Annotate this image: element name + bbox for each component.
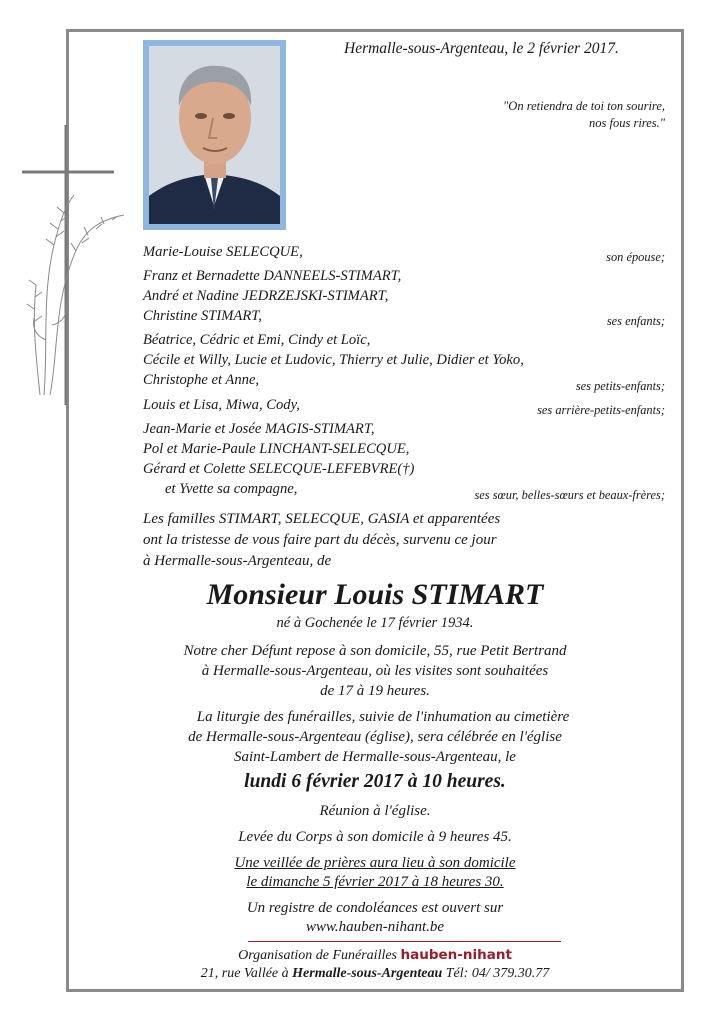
relation-label: ses sœur, belles-sœurs et beaux-frères; — [474, 488, 665, 502]
family-line: Gérard et Colette SELECQUE-LEFEBVRE(†) — [143, 461, 415, 477]
quote-line-2: nos fous rires." — [589, 116, 665, 130]
address-prefix: 21, rue Vallée à — [200, 966, 289, 981]
birth-info: né à Gochenée le 17 février 1934. — [276, 615, 474, 631]
family-line: Cécile et Willy, Lucie et Ludovic, Thierry et Julie, Didier et Yoko, — [143, 352, 524, 368]
organisation-line — [66, 947, 684, 964]
family-line: Franz et Bernadette DANNEELS-STIMART, — [143, 268, 402, 284]
relation-label: ses petits-enfants; — [575, 379, 665, 393]
brand-logo: hauben-nihant — [400, 947, 512, 963]
liturgy-line: de Hermalle-sous-Argenteau (église), sera célébrée en l'église — [188, 729, 562, 745]
footer-divider — [248, 941, 561, 942]
liturgy-line: La liturgie des funérailles, suivie de l'inhumation au cimetière — [196, 709, 570, 725]
intro-line: ont la tristesse de vous faire part du décès, survenu ce jour — [143, 532, 497, 548]
address-city: Hermalle-sous-Argenteau — [292, 966, 443, 981]
vigil-line: Une veillée de prières aura lieu à son domicile — [234, 855, 516, 871]
intro-line: Les familles STIMART, SELECQUE, GASIA et apparentées — [143, 511, 501, 527]
organisation-prefix: Organisation de Funérailles — [238, 948, 398, 963]
meeting-info: Réunion à l'église. — [319, 803, 431, 819]
family-line: André et Nadine JEDRZEJSKI-STIMART, — [143, 288, 389, 304]
family-line: Marie-Louise SELECQUE, — [143, 244, 303, 260]
place-and-date: Hermalle-sous-Argenteau, le 2 février 2017. — [344, 40, 619, 57]
levee-info: Levée du Corps à son domicile à 9 heures 45. — [238, 829, 512, 845]
relation-label: son épouse; — [606, 250, 665, 264]
rest-line: de 17 à 19 heures. — [320, 683, 430, 699]
family-line: Jean-Marie et Josée MAGIS-STIMART, — [143, 421, 375, 437]
family-line: Christophe et Anne, — [143, 372, 260, 388]
cross-with-wheat-icon — [14, 125, 134, 425]
liturgy-line: Saint-Lambert de Hermalle-sous-Argenteau, le — [234, 749, 516, 765]
register-url[interactable]: www.hauben-nihant.be — [305, 919, 445, 935]
family-line: et Yvette sa compagne, — [165, 481, 298, 497]
vigil-line: le dimanche 5 février 2017 à 18 heures 30. — [246, 874, 504, 890]
portrait-image — [149, 46, 280, 224]
family-line: Béatrice, Cédric et Emi, Cindy et Loïc, — [143, 332, 371, 348]
intro-line: à Hermalle-sous-Argenteau, de — [143, 553, 332, 569]
portrait-photo — [143, 40, 286, 230]
ceremony-date: lundi 6 février 2017 à 10 heures. — [244, 771, 506, 792]
quote-line-1: "On retiendra de toi ton sourire, — [503, 99, 665, 113]
relation-label: ses arrière-petits-enfants; — [537, 403, 665, 417]
family-line: Pol et Marie-Paule LINCHANT-SELECQUE, — [143, 441, 410, 457]
register-line: Un registre de condoléances est ouvert sur — [246, 900, 504, 916]
family-line: Christine STIMART, — [143, 308, 262, 324]
address-line — [66, 966, 684, 982]
rest-line: à Hermalle-sous-Argenteau, où les visites sont souhaitées — [201, 663, 549, 679]
epitaph-quote — [503, 98, 665, 132]
rest-line: Notre cher Défunt repose à son domicile, 55, rue Petit Bertrand — [183, 643, 567, 659]
relation-label: ses enfants; — [606, 314, 665, 328]
deceased-name: Monsieur Louis STIMART — [206, 578, 544, 611]
family-line: Louis et Lisa, Miwa, Cody, — [143, 397, 300, 413]
phone-number: Tél: 04/ 379.30.77 — [445, 966, 550, 981]
